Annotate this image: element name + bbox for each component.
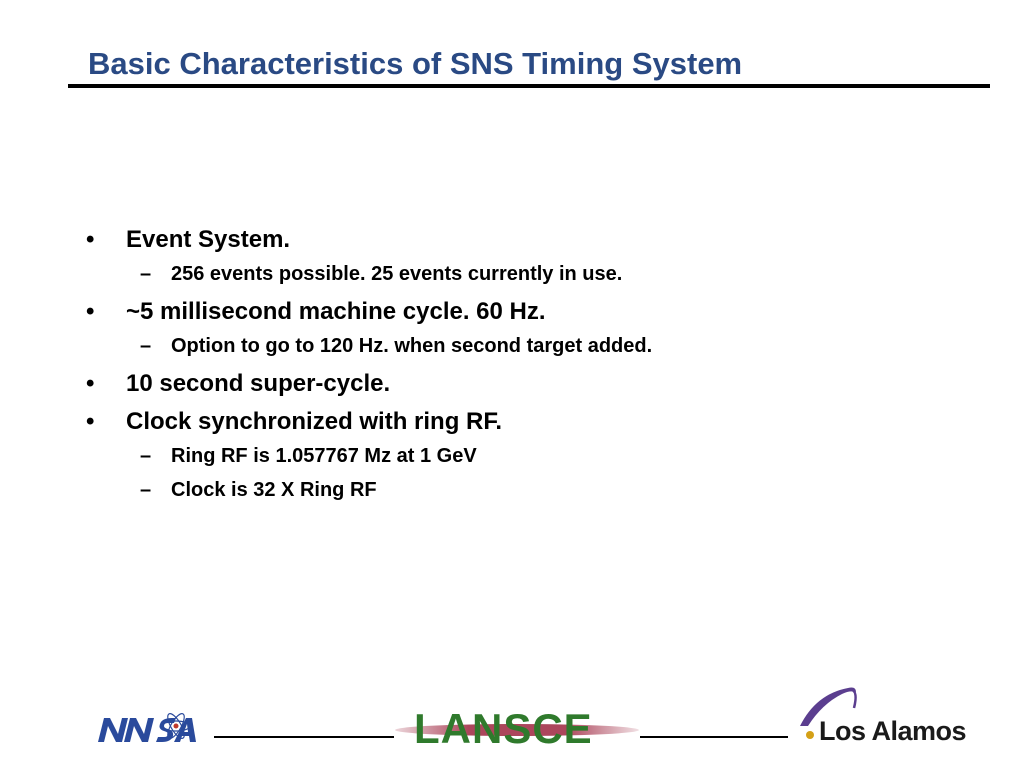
sub-bullet-text: 256 events possible. 25 events currently in use. (171, 263, 623, 285)
bullet-item (86, 370, 966, 398)
bullet-text: Clock synchronized with ring RF. (126, 408, 503, 435)
los-alamos-logo-text: Los Alamos (819, 716, 967, 746)
sub-bullet-text: Option to go to 120 Hz. when second target added. (171, 335, 653, 357)
footer-divider-right (640, 736, 788, 738)
los-alamos-logo (796, 686, 992, 750)
footer-divider-left (214, 736, 394, 738)
nnsa-logo-icon (96, 708, 200, 748)
dash-marker: – (140, 335, 152, 357)
bullet-marker: • (86, 226, 95, 253)
sub-bullet-item (86, 262, 966, 286)
bullet-list (86, 226, 966, 514)
bullet-item (86, 298, 966, 326)
sub-bullet-item (86, 444, 966, 468)
sub-bullet-item (86, 478, 966, 502)
nnsa-logo (96, 708, 200, 748)
lansce-logo (394, 706, 640, 752)
bullet-marker: • (86, 408, 95, 435)
bullet-item (86, 408, 966, 436)
bullet-item (86, 226, 966, 254)
dash-marker: – (140, 445, 152, 467)
dash-marker: – (140, 263, 152, 285)
bullet-text: 10 second super-cycle. (126, 370, 391, 397)
bullet-marker: • (86, 298, 95, 325)
title-underline (68, 84, 990, 88)
sub-bullet-item (86, 334, 966, 358)
bullet-text: Event System. (126, 226, 291, 253)
slide-title: Basic Characteristics of SNS Timing System (88, 46, 743, 81)
sub-bullet-text: Clock is 32 X Ring RF (171, 479, 377, 501)
lansce-logo-text: LANSCE (414, 705, 593, 752)
bullet-marker: • (86, 370, 95, 397)
bullet-text: ~5 millisecond machine cycle. 60 Hz. (126, 298, 546, 325)
dash-marker: – (140, 479, 152, 501)
sub-bullet-text: Ring RF is 1.057767 Mz at 1 GeV (171, 445, 477, 467)
